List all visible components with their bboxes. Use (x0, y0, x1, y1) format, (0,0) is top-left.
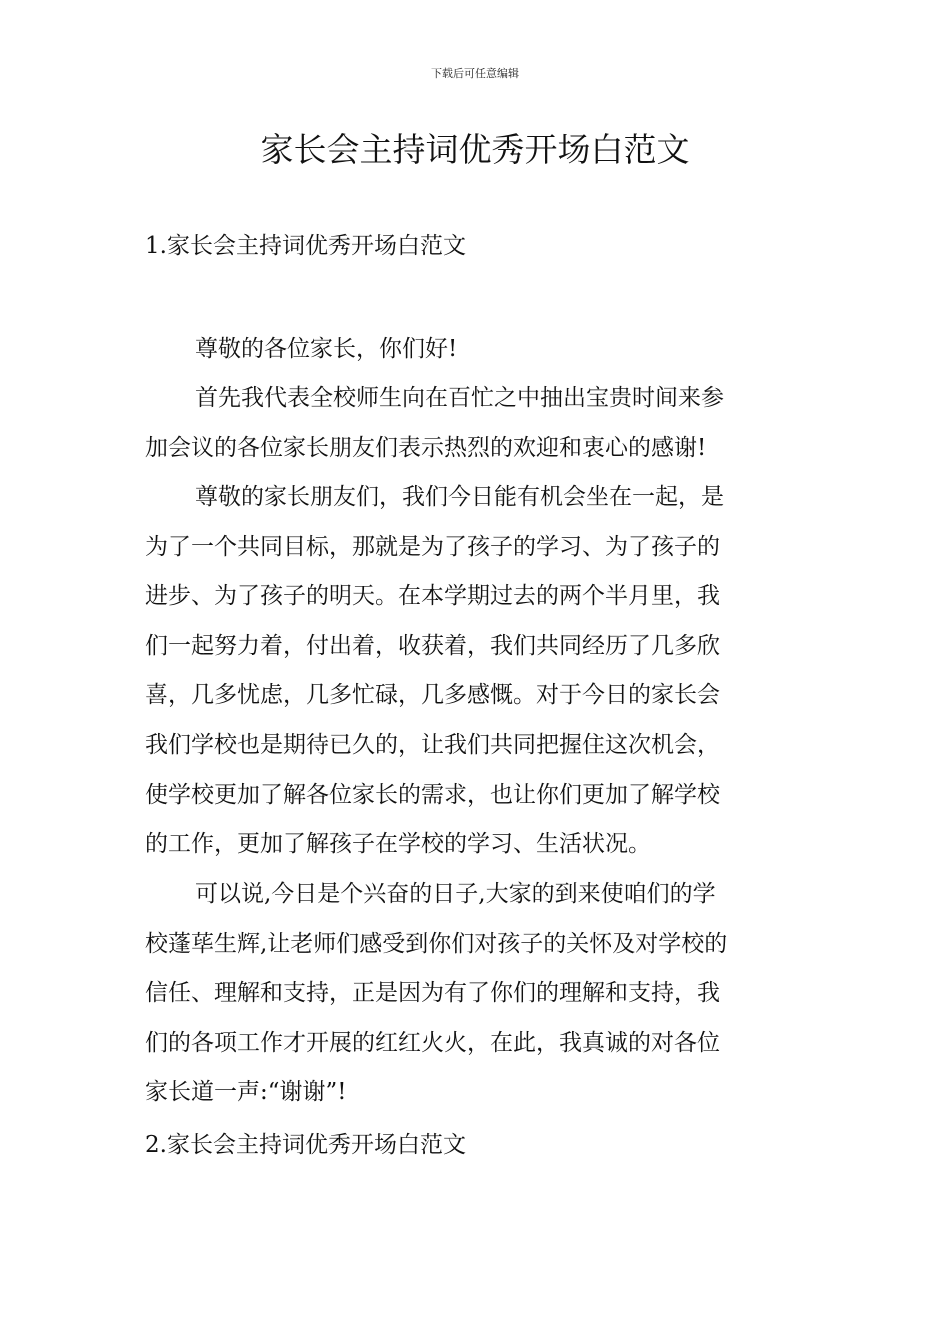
paragraph-welcome (145, 374, 815, 473)
paragraph-line: 首先我代表全校师生向在百忙之中抽出宝贵时间来参 (195, 385, 724, 411)
paragraph-greeting (145, 325, 815, 375)
paragraph-line: 的工作，更加了解孩子在学校的学习、生活状况。 (145, 831, 651, 858)
paragraph-line: 校蓬荜生辉,让老师们感受到你们对孩子的关怀及对学校的 (145, 930, 728, 957)
paragraph-thanks (145, 870, 815, 1118)
paragraph-line: 信任、理解和支持，正是因为有了你们的理解和支持，我 (145, 980, 720, 1007)
paragraph-line: 我们学校也是期待已久的，让我们共同把握住这次机会， (145, 731, 720, 758)
paragraph-line: 尊敬的家长朋友们，我们今日能有机会坐在一起，是 (195, 484, 724, 510)
section-heading-2: 2.家长会主持词优秀开场白范文 (145, 1132, 466, 1158)
paragraph-line: 进步、为了孩子的明天。在本学期过去的两个半月里，我 (145, 583, 720, 610)
paragraph-line: 尊敬的各位家长，你们好! (195, 336, 458, 362)
section-heading-1: 1.家长会主持词优秀开场白范文 (145, 233, 466, 259)
paragraph-line: 使学校更加了解各位家长的需求，也让你们更加了解学校 (145, 781, 720, 808)
paragraph-line: 家长道一声:“谢谢”! (145, 1079, 347, 1106)
paragraph-line: 们的各项工作才开展的红红火火，在此，我真诚的对各位 (145, 1029, 720, 1056)
paragraph-line: 加会议的各位家长朋友们表示热烈的欢迎和衷心的感谢! (145, 434, 707, 461)
paragraph-line: 为了一个共同目标，那就是为了孩子的学习、为了孩子的 (145, 533, 720, 560)
paragraph-line: 们一起努力着，付出着，收获着，我们共同经历了几多欣 (145, 632, 720, 659)
header-note: 下载后可任意编辑 (431, 67, 519, 80)
paragraph-line: 可以说,今日是个兴奋的日子,大家的到来使咱们的学 (195, 881, 716, 907)
paragraph-purpose (145, 473, 815, 870)
paragraph-line: 喜，几多忧虑，几多忙碌，几多感慨。对于今日的家长会 (145, 682, 720, 709)
document-title: 家长会主持词优秀开场白范文 (260, 130, 690, 169)
